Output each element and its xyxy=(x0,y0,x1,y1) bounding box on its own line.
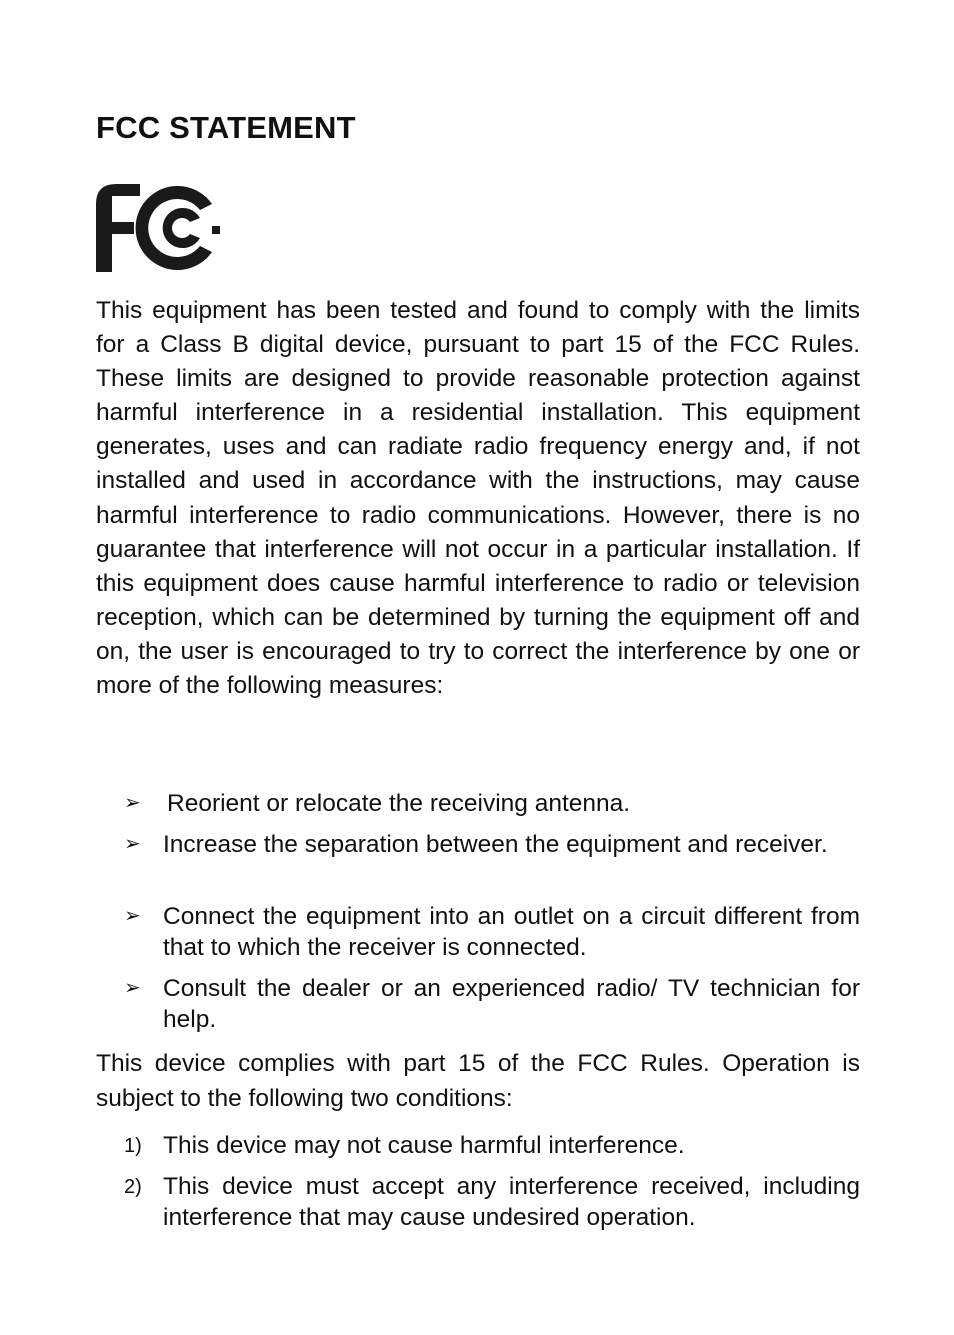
arrow-bullet-icon: ➢ xyxy=(124,792,141,814)
list-item-text: This device must accept any interference received, including interference that may cause undesired operation. xyxy=(163,1173,860,1231)
page-title: FCC STATEMENT xyxy=(96,110,356,145)
fcc-logo xyxy=(96,184,220,272)
fcc-logo-c-inner xyxy=(163,208,200,248)
list-item-text: Consult the dealer or an experienced radio/ TV technician for help. xyxy=(163,975,860,1033)
fcc-logo-f xyxy=(96,184,140,272)
list-number: 2) xyxy=(124,1176,142,1198)
list-item-text: Reorient or relocate the receiving antenna. xyxy=(167,790,631,817)
list-item-text: This device may not cause harmful interference. xyxy=(163,1132,685,1159)
arrow-bullet-icon: ➢ xyxy=(124,977,141,999)
arrow-bullet-icon: ➢ xyxy=(124,833,141,855)
fcc-compliance-paragraph: This equipment has been tested and found to comply with the limits for a Class B digital device, pursuant to part 15 of the FCC Rules. These limits are designed to provide reasonable protection against harmful interference in a residential installation. This equipment generates, uses and can radiate radio frequency energy and, if not installed and used in accordance with the instructions, may cause harmful interference to radio communications. However, there is no guarantee that interference will not occur in a particular installation. If this equipment does cause harmful interference to radio or television reception, which can be determined by turning the equipment off and on, the user is encouraged to try to correct the interference by one or more of the following measures: xyxy=(96,297,860,700)
conditions-intro-paragraph: This device complies with part 15 of the FCC Rules. Operation is subject to the following two conditions: xyxy=(96,1050,860,1112)
fcc-logo-c-outer xyxy=(136,186,212,270)
arrow-bullet-icon: ➢ xyxy=(124,905,141,927)
list-item-text: Connect the equipment into an outlet on a circuit different from that to which the receiver is connected. xyxy=(163,903,860,961)
list-number: 1) xyxy=(124,1135,142,1157)
list-item-text: Increase the separation between the equipment and receiver. xyxy=(163,831,828,858)
